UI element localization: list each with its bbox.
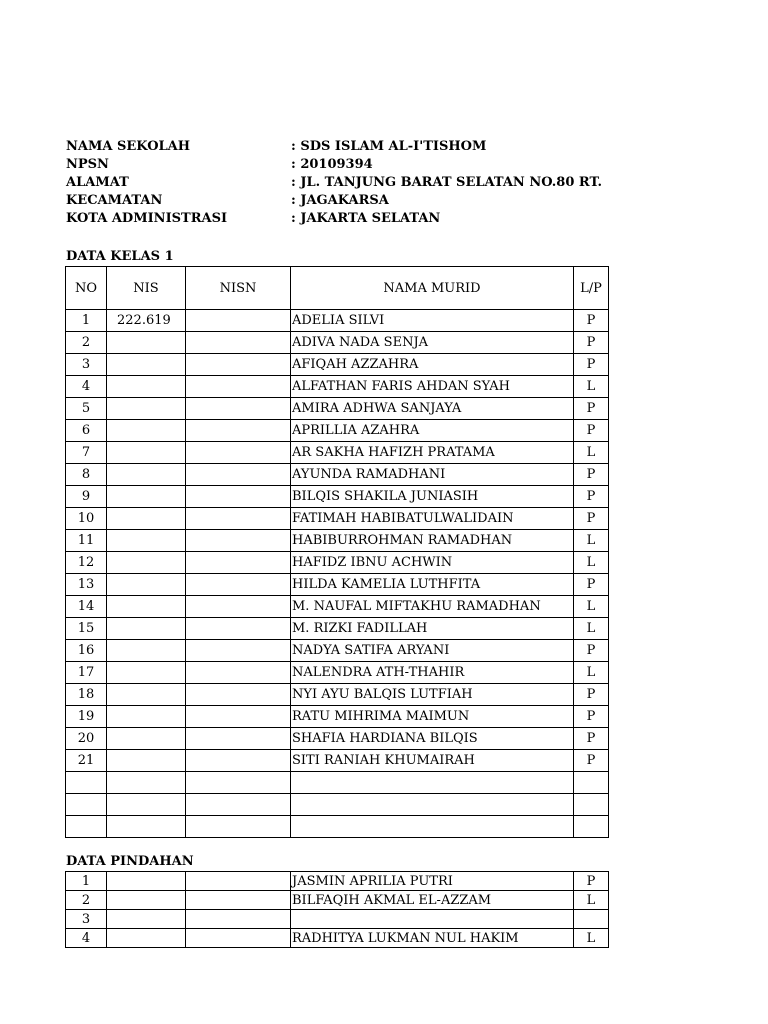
cell-lp	[574, 910, 609, 929]
cell-lp	[574, 772, 609, 794]
cell-nis	[107, 376, 186, 398]
cell-nama-murid: HILDA KAMELIA LUTHFITA	[291, 574, 574, 596]
info-label: KOTA ADMINISTRASI	[66, 211, 228, 226]
cell-nis	[107, 596, 186, 618]
cell-nis	[107, 706, 186, 728]
table-row	[66, 596, 609, 618]
cell-nisn	[186, 552, 291, 574]
cell-nis	[107, 332, 186, 354]
cell-lp: L	[574, 442, 609, 464]
cell-no: 8	[66, 464, 107, 486]
table-row	[66, 684, 609, 706]
cell-nama-murid: FATIMAH HABIBATULWALIDAIN	[291, 508, 574, 530]
cell-nis: 222.619	[107, 310, 186, 332]
cell-nisn	[186, 794, 291, 816]
table-row	[66, 706, 609, 728]
cell-no: 10	[66, 508, 107, 530]
cell-no: 6	[66, 420, 107, 442]
cell-lp: L	[574, 929, 609, 948]
cell-nama-murid	[291, 772, 574, 794]
cell-nis	[107, 684, 186, 706]
table-row	[66, 910, 609, 929]
cell-no: 21	[66, 750, 107, 772]
cell-nama-murid: AR SAKHA HAFIZH PRATAMA	[291, 442, 574, 464]
pindahan-title: DATA PINDAHAN	[66, 854, 194, 869]
cell-nis	[107, 398, 186, 420]
cell-no: 3	[66, 354, 107, 376]
cell-nama-murid: HAFIDZ IBNU ACHWIN	[291, 552, 574, 574]
cell-no: 15	[66, 618, 107, 640]
info-value: : SDS ISLAM AL-I'TISHOM	[291, 139, 487, 154]
cell-nis	[107, 508, 186, 530]
cell-nama-murid: APRILLIA AZAHRA	[291, 420, 574, 442]
cell-nama-murid	[291, 794, 574, 816]
cell-nisn	[186, 398, 291, 420]
cell-no	[66, 816, 107, 838]
cell-lp: P	[574, 750, 609, 772]
table-row	[66, 772, 609, 794]
cell-nama-murid: ADELIA SILVI	[291, 310, 574, 332]
cell-nama-murid: NYI AYU BALQIS LUTFIAH	[291, 684, 574, 706]
cell-lp: P	[574, 332, 609, 354]
table-row	[66, 376, 609, 398]
cell-nisn	[186, 618, 291, 640]
info-value: : 20109394	[291, 157, 373, 172]
cell-nisn	[186, 486, 291, 508]
cell-nis	[107, 662, 186, 684]
cell-nisn	[186, 442, 291, 464]
cell-no: 18	[66, 684, 107, 706]
cell-no: 14	[66, 596, 107, 618]
table-row	[66, 929, 609, 948]
cell-no: 19	[66, 706, 107, 728]
cell-nama-murid	[291, 910, 574, 929]
table-row	[66, 794, 609, 816]
header-nis: NIS	[107, 267, 186, 310]
table-row	[66, 310, 609, 332]
cell-nisn	[186, 772, 291, 794]
cell-no: 5	[66, 398, 107, 420]
cell-nama-murid: AMIRA ADHWA SANJAYA	[291, 398, 574, 420]
cell-nama-murid: AFIQAH AZZAHRA	[291, 354, 574, 376]
pindahan-table	[65, 871, 609, 948]
cell-nis	[107, 929, 186, 948]
cell-lp: P	[574, 464, 609, 486]
cell-nis	[107, 910, 186, 929]
cell-nis	[107, 794, 186, 816]
cell-lp: P	[574, 486, 609, 508]
cell-nama-murid: M. RIZKI FADILLAH	[291, 618, 574, 640]
kelas-title: DATA KELAS 1	[66, 249, 174, 264]
cell-nis	[107, 574, 186, 596]
cell-nisn	[186, 640, 291, 662]
info-row-alamat	[66, 174, 666, 192]
info-label: KECAMATAN	[66, 193, 163, 208]
cell-lp: L	[574, 530, 609, 552]
cell-nisn	[186, 464, 291, 486]
table-row	[66, 398, 609, 420]
cell-nisn	[186, 310, 291, 332]
cell-lp: L	[574, 376, 609, 398]
info-label: ALAMAT	[66, 175, 129, 190]
cell-nisn	[186, 872, 291, 891]
cell-nama-murid: ALFATHAN FARIS AHDAN SYAH	[291, 376, 574, 398]
cell-lp: L	[574, 552, 609, 574]
info-row-nama-sekolah	[66, 138, 666, 156]
cell-nis	[107, 872, 186, 891]
table-row	[66, 816, 609, 838]
cell-nama-murid: SHAFIA HARDIANA BILQIS	[291, 728, 574, 750]
cell-lp: P	[574, 354, 609, 376]
cell-lp: P	[574, 398, 609, 420]
cell-lp: L	[574, 891, 609, 910]
cell-nisn	[186, 530, 291, 552]
cell-nis	[107, 354, 186, 376]
cell-no: 1	[66, 310, 107, 332]
cell-nisn	[186, 420, 291, 442]
cell-no: 4	[66, 376, 107, 398]
cell-nis	[107, 486, 186, 508]
table-row	[66, 552, 609, 574]
cell-nisn	[186, 508, 291, 530]
cell-nisn	[186, 706, 291, 728]
cell-lp: P	[574, 684, 609, 706]
cell-nis	[107, 640, 186, 662]
cell-nama-murid: NALENDRA ATH-THAHIR	[291, 662, 574, 684]
info-value: : JAGAKARSA	[291, 193, 389, 208]
cell-nis	[107, 464, 186, 486]
cell-no: 9	[66, 486, 107, 508]
cell-no: 3	[66, 910, 107, 929]
info-label: NPSN	[66, 157, 109, 172]
table-row	[66, 442, 609, 464]
header-nisn: NISN	[186, 267, 291, 310]
cell-nama-murid: RATU MIHRIMA MAIMUN	[291, 706, 574, 728]
cell-nisn	[186, 596, 291, 618]
cell-lp: P	[574, 706, 609, 728]
cell-nis	[107, 891, 186, 910]
cell-nis	[107, 816, 186, 838]
cell-lp	[574, 794, 609, 816]
cell-no	[66, 772, 107, 794]
table-row	[66, 750, 609, 772]
info-row-kota	[66, 210, 666, 228]
cell-no: 20	[66, 728, 107, 750]
table-row	[66, 332, 609, 354]
cell-nisn	[186, 354, 291, 376]
info-row-kecamatan	[66, 192, 666, 210]
cell-lp: P	[574, 640, 609, 662]
cell-no: 2	[66, 891, 107, 910]
cell-nisn	[186, 910, 291, 929]
table-row	[66, 354, 609, 376]
cell-nisn	[186, 750, 291, 772]
cell-nis	[107, 442, 186, 464]
table-row	[66, 420, 609, 442]
table-row	[66, 640, 609, 662]
table-row	[66, 872, 609, 891]
cell-no: 2	[66, 332, 107, 354]
cell-nama-murid: NADYA SATIFA ARYANI	[291, 640, 574, 662]
cell-nisn	[186, 662, 291, 684]
cell-lp: L	[574, 618, 609, 640]
cell-lp: L	[574, 596, 609, 618]
cell-nama-murid: RADHITYA LUKMAN NUL HAKIM	[291, 929, 574, 948]
cell-nis	[107, 728, 186, 750]
table-row	[66, 618, 609, 640]
cell-lp: P	[574, 728, 609, 750]
table-row	[66, 574, 609, 596]
cell-nis	[107, 618, 186, 640]
cell-lp: P	[574, 872, 609, 891]
table-row	[66, 508, 609, 530]
cell-lp: P	[574, 310, 609, 332]
cell-no	[66, 794, 107, 816]
cell-nisn	[186, 816, 291, 838]
cell-nisn	[186, 891, 291, 910]
cell-nisn	[186, 574, 291, 596]
header-no: NO	[66, 267, 107, 310]
cell-nama-murid: BILQIS SHAKILA JUNIASIH	[291, 486, 574, 508]
cell-nis	[107, 420, 186, 442]
cell-nama-murid: HABIBURROHMAN RAMADHAN	[291, 530, 574, 552]
cell-no: 17	[66, 662, 107, 684]
cell-nisn	[186, 332, 291, 354]
cell-no: 16	[66, 640, 107, 662]
cell-lp: P	[574, 574, 609, 596]
cell-lp: P	[574, 420, 609, 442]
school-info	[66, 138, 666, 228]
table-row	[66, 486, 609, 508]
cell-nama-murid: BILFAQIH AKMAL EL-AZZAM	[291, 891, 574, 910]
cell-nama-murid: SITI RANIAH KHUMAIRAH	[291, 750, 574, 772]
cell-nama-murid	[291, 816, 574, 838]
cell-lp	[574, 816, 609, 838]
cell-nama-murid: AYUNDA RAMADHANI	[291, 464, 574, 486]
info-label: NAMA SEKOLAH	[66, 139, 191, 154]
cell-nis	[107, 530, 186, 552]
info-value: : JAKARTA SELATAN	[291, 211, 441, 226]
cell-nisn	[186, 728, 291, 750]
cell-nisn	[186, 376, 291, 398]
info-value: : JL. TANJUNG BARAT SELATAN NO.80 RT.	[291, 175, 603, 190]
cell-nisn	[186, 684, 291, 706]
cell-no: 12	[66, 552, 107, 574]
cell-nisn	[186, 929, 291, 948]
header-nama: NAMA MURID	[291, 267, 574, 310]
cell-lp: L	[574, 662, 609, 684]
table-row	[66, 662, 609, 684]
cell-nama-murid: JASMIN APRILIA PUTRI	[291, 872, 574, 891]
header-lp: L/P	[574, 267, 609, 310]
cell-nama-murid: M. NAUFAL MIFTAKHU RAMADHAN	[291, 596, 574, 618]
cell-no: 7	[66, 442, 107, 464]
cell-nis	[107, 772, 186, 794]
table-row	[66, 728, 609, 750]
info-row-npsn	[66, 156, 666, 174]
table-header-row	[66, 267, 609, 310]
kelas-table	[65, 266, 609, 838]
cell-lp: P	[574, 508, 609, 530]
cell-no: 11	[66, 530, 107, 552]
cell-no: 1	[66, 872, 107, 891]
cell-no: 13	[66, 574, 107, 596]
cell-nis	[107, 552, 186, 574]
cell-nama-murid: ADIVA NADA SENJA	[291, 332, 574, 354]
table-row	[66, 891, 609, 910]
table-row	[66, 530, 609, 552]
table-row	[66, 464, 609, 486]
cell-nis	[107, 750, 186, 772]
cell-no: 4	[66, 929, 107, 948]
